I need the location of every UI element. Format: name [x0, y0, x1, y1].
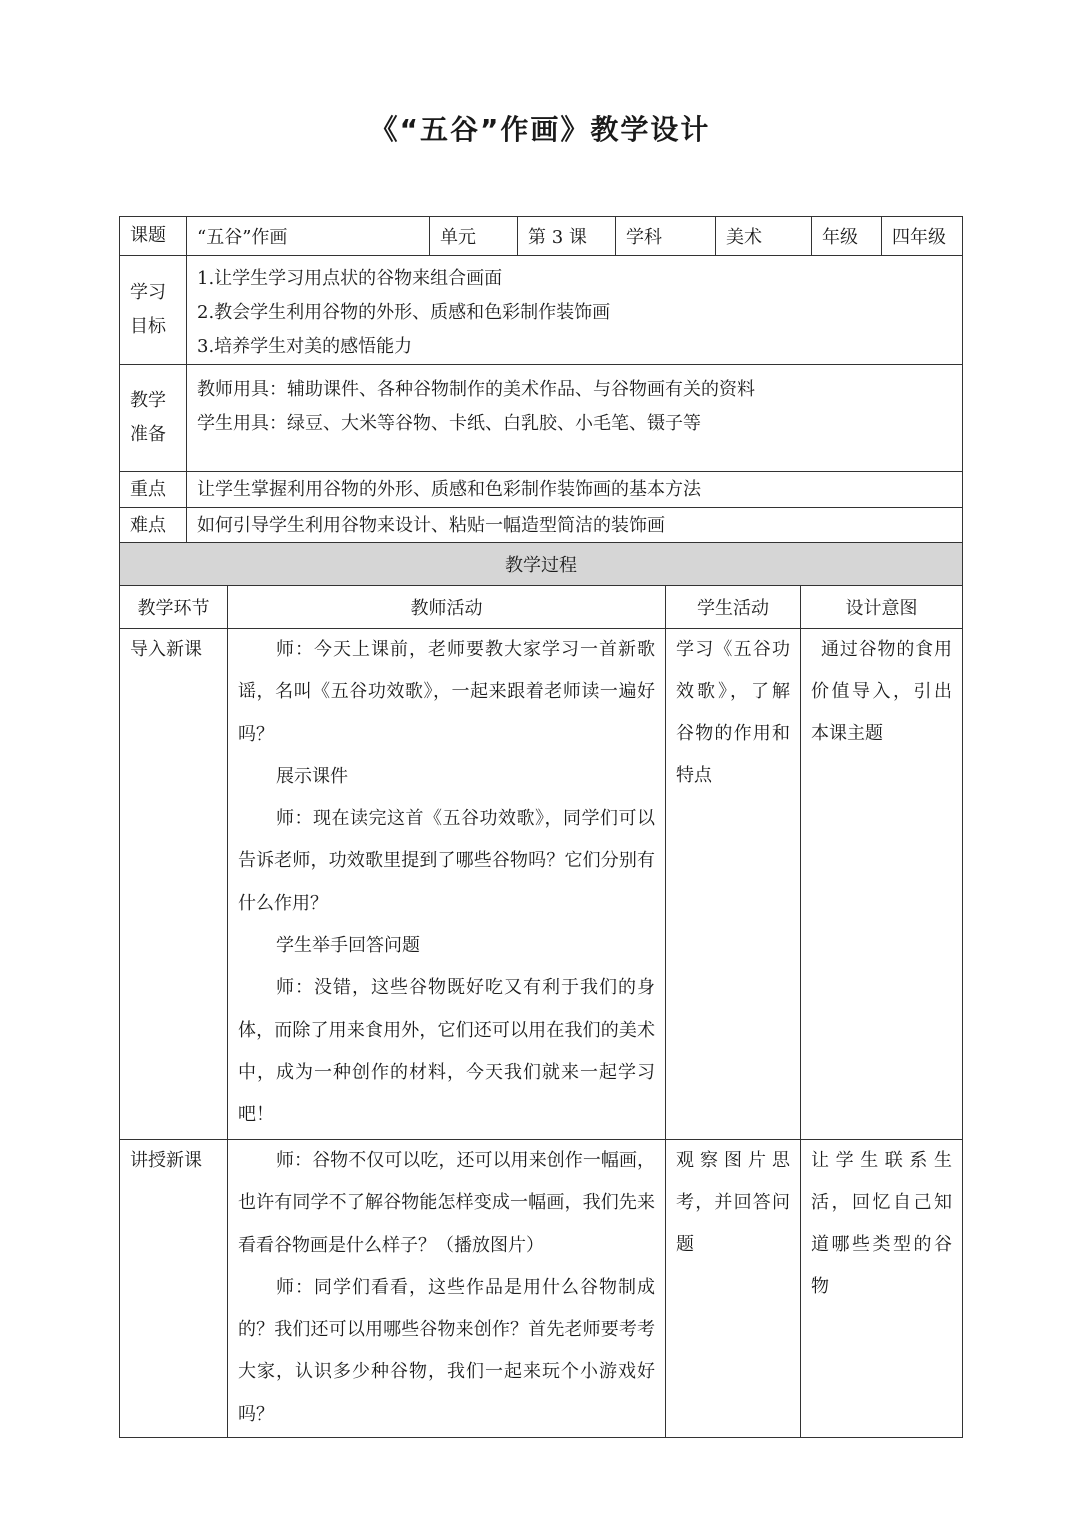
teacher-paragraph: 师：谷物不仅可以吃，还可以用来创作一幅画，也许有同学不了解谷物能怎样变成一幅画，我们先来看看谷物画是什么样子？（播放图片） — [238, 1150, 655, 1256]
key-value: 让学生掌握利用谷物的外形、质感和色彩制作装饰画的基本方法 — [187, 472, 963, 508]
header-teacher: 教师活动 — [228, 586, 666, 629]
prep-row — [120, 365, 963, 472]
page-title: 《“五谷”作画》教学设计 — [369, 113, 711, 146]
table-row — [120, 629, 963, 1140]
stage-cell: 导入新课 — [120, 629, 228, 1140]
teacher-activity-cell — [228, 629, 666, 1140]
design-intent-cell: 通过谷物的食用价值导入，引出本课主题 — [801, 629, 963, 1140]
teacher-paragraph: 展示课件 — [276, 765, 348, 787]
info-table — [119, 216, 963, 545]
prep-list — [187, 365, 963, 472]
teacher-paragraph: 学生举手回答问题 — [276, 935, 420, 957]
prep-item: 学生用具：绿豆、大米等谷物、卡纸、白乳胶、小毛笔、镊子等 — [197, 413, 701, 434]
stage-cell: 讲授新课 — [120, 1140, 228, 1438]
goals-label: 学习 目标 — [120, 256, 187, 365]
header-stage: 教学环节 — [120, 586, 228, 629]
goal-item: 1.让学生学习用点状的谷物来组合画面 — [197, 268, 503, 289]
process-section-row — [120, 543, 963, 586]
grade-label: 年级 — [812, 217, 882, 256]
design-intent-cell: 让学生联系生活，回忆自己知道哪些类型的谷物 — [801, 1140, 963, 1438]
grade-value: 四年级 — [882, 217, 963, 256]
difficulty-label: 难点 — [120, 508, 187, 545]
process-section-title: 教学过程 — [120, 543, 963, 586]
goals-row — [120, 256, 963, 365]
difficulty-value: 如何引导学生利用谷物来设计、粘贴一幅造型简洁的装饰画 — [187, 508, 963, 545]
process-header-row — [120, 586, 963, 629]
table-row — [120, 1140, 963, 1438]
header-student: 学生活动 — [666, 586, 801, 629]
student-activity-cell: 学习《五谷功效歌》，了解谷物的作用和特点 — [666, 629, 801, 1140]
course-row — [120, 217, 963, 256]
goal-item: 2.教会学生利用谷物的外形、质感和色彩制作装饰画 — [197, 302, 611, 323]
key-label: 重点 — [120, 472, 187, 508]
teacher-activity-cell — [228, 1140, 666, 1438]
unit-value: 第 3 课 — [518, 217, 616, 256]
process-table — [119, 542, 963, 1438]
goals-list — [187, 256, 963, 365]
course-label: 课题 — [120, 217, 187, 256]
student-activity-cell: 观察图片思考，并回答问题 — [666, 1140, 801, 1438]
key-row — [120, 472, 963, 508]
teacher-paragraph: 师：同学们看看，这些作品是用什么谷物制成的？我们还可以用哪些谷物来创作？首先老师要考考大家，认识多少种谷物，我们一起来玩个小游戏好吗？ — [238, 1276, 655, 1425]
teacher-paragraph: 师：现在读完这首《五谷功效歌》，同学们可以告诉老师，功效歌里提到了哪些谷物吗？它们分别有什么作用？ — [238, 808, 655, 914]
teacher-paragraph: 师：今天上课前，老师要教大家学习一首新歌谣，名叫《五谷功效歌》，一起来跟着老师读一遍好吗？ — [238, 639, 655, 745]
difficulty-row — [120, 508, 963, 545]
goal-item: 3.培养学生对美的感悟能力 — [197, 336, 413, 357]
course-value: “五谷”作画 — [187, 217, 430, 256]
subject-value: 美术 — [716, 217, 812, 256]
subject-label: 学科 — [616, 217, 716, 256]
prep-item: 教师用具：辅助课件、各种谷物制作的美术作品、与谷物画有关的资料 — [197, 379, 755, 400]
header-design: 设计意图 — [801, 586, 963, 629]
teacher-paragraph: 师：没错，这些谷物既好吃又有利于我们的身体，而除了用来食用外，它们还可以用在我们的美术中，成为一种创作的材料，今天我们就来一起学习吧！ — [238, 977, 655, 1126]
prep-label: 教学 准备 — [120, 365, 187, 472]
unit-label: 单元 — [430, 217, 518, 256]
